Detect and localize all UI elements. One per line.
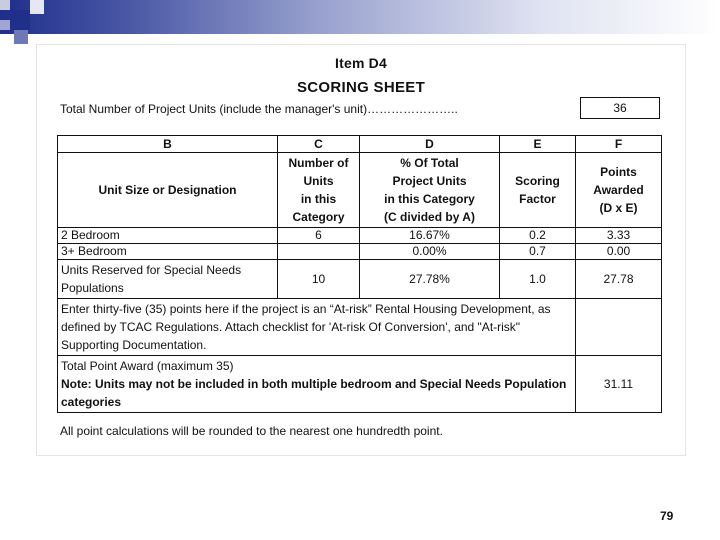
row-percent: 27.78% (360, 260, 500, 299)
total-award-cell (58, 356, 576, 413)
total-units-value: 36 (580, 97, 660, 119)
header-line: (D x E) (599, 201, 638, 215)
table-row-special-needs (58, 260, 662, 299)
column-letter-row (58, 136, 662, 153)
row-points: 27.78 (576, 260, 662, 299)
total-award-value: 31.11 (576, 356, 662, 413)
decor-square (0, 0, 10, 10)
header-unit-size: Unit Size or Designation (58, 153, 278, 228)
total-units-label-text: Total Number of Project Units (include the manager's unit) (60, 102, 368, 116)
col-letter-e: E (500, 136, 576, 153)
header-scoring-factor (500, 153, 576, 228)
header-line: in this (300, 192, 337, 206)
header-line: in this Category (384, 192, 475, 206)
total-units-dots: ………………….. (367, 102, 458, 116)
total-units-label (60, 102, 458, 116)
row-units: 6 (278, 228, 360, 244)
total-award-label: Total Point Award (maximum 35) (61, 359, 234, 373)
header-points-awarded (576, 153, 662, 228)
row-label: Units Reserved for Special Needs Populations (58, 260, 278, 299)
item-title: Item D4 (335, 55, 387, 71)
table-row-at-risk (58, 299, 662, 356)
header-line: Awarded (593, 183, 644, 197)
col-letter-d: D (360, 136, 500, 153)
decor-square (14, 30, 28, 44)
row-percent: 16.67% (360, 228, 500, 244)
at-risk-instructions: Enter thirty-five (35) points here if the project is an “At-risk” Rental Housing Development, as defined by TCAC Regulations. Attach checklist for 'At-risk Of Conversion', and "At-risk" Supporting Documentation. (58, 299, 576, 356)
scoring-table (57, 135, 662, 413)
row-factor: 0.2 (500, 228, 576, 244)
col-letter-b: B (58, 136, 278, 153)
header-line: (C divided by A) (384, 210, 475, 224)
decor-square (10, 10, 30, 30)
header-line: Number of (288, 156, 349, 170)
row-points: 3.33 (576, 228, 662, 244)
row-label: 3+ Bedroom (58, 244, 278, 260)
col-letter-f: F (576, 136, 662, 153)
sheet-title: SCORING SHEET (296, 79, 426, 96)
total-award-note: Note: Units may not be included in both multiple bedroom and Special Needs Population categories (61, 377, 567, 409)
column-header-row (58, 153, 662, 228)
header-line: Category (292, 210, 345, 224)
slide-header-bar (0, 0, 720, 34)
header-line: Project Units (392, 174, 467, 188)
decor-square (30, 0, 44, 14)
row-percent: 0.00% (360, 244, 500, 260)
row-label: 2 Bedroom (58, 228, 278, 244)
table-row-total (58, 356, 662, 413)
header-line: Factor (519, 192, 556, 206)
row-units (278, 244, 360, 260)
scoring-document (36, 44, 686, 456)
col-letter-c: C (278, 136, 360, 153)
at-risk-points (576, 299, 662, 356)
table-row (58, 244, 662, 260)
row-factor: 1.0 (500, 260, 576, 299)
decor-square (0, 20, 10, 30)
header-line: Units (303, 174, 334, 188)
header-percent-of-total (360, 153, 500, 228)
row-units: 10 (278, 260, 360, 299)
row-factor: 0.7 (500, 244, 576, 260)
row-points: 0.00 (576, 244, 662, 260)
header-number-of-units (278, 153, 360, 228)
header-line: Points (600, 165, 637, 179)
rounding-footnote: All point calculations will be rounded to the nearest one hundredth point. (60, 424, 443, 438)
header-line: % Of Total (400, 156, 459, 170)
table-row (58, 228, 662, 244)
header-line: Scoring (515, 174, 560, 188)
page-number: 79 (660, 509, 674, 523)
